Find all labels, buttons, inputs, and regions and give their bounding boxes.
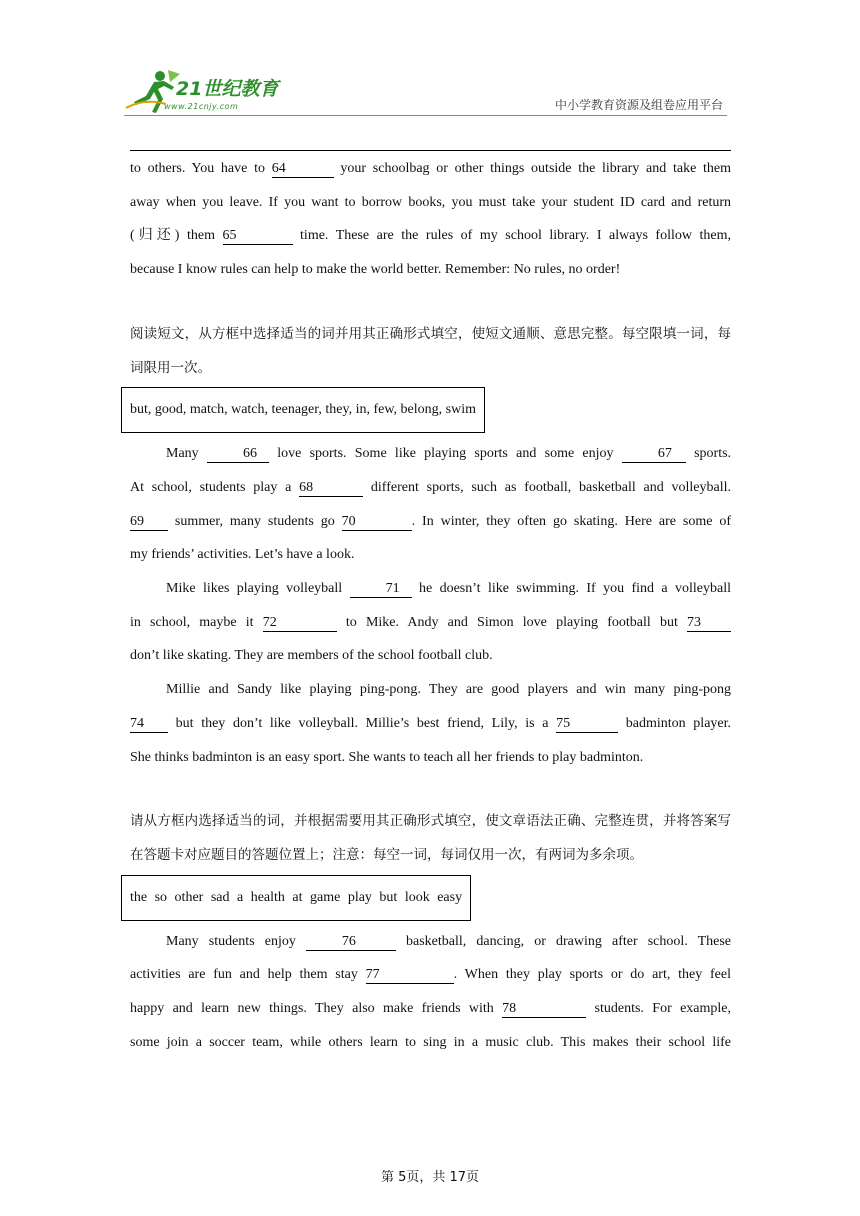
logo-text: 21世纪教育 xyxy=(176,78,279,100)
logo xyxy=(124,68,304,116)
blank-72: 72 xyxy=(263,615,337,632)
blank-65: 65 xyxy=(223,228,293,245)
section2-p1-line3: 69 summer, many students go 70 . In winter, they often go skating. Here are some of xyxy=(130,513,731,529)
blank-69: 69 xyxy=(130,514,168,531)
section2-p1-line2: At school, students play a 68 different sports, such as football, basketball and volleyball. xyxy=(130,479,732,495)
section3-p1-line1: Many students enjoy 76 basketball, dancing, or drawing after school. These xyxy=(166,933,732,949)
blank-76: 76 xyxy=(306,934,396,951)
section3-p1-line4: some join a soccer team, while others learn to sing in a music club. This makes their school life xyxy=(130,1034,731,1050)
section2-p2-line2: in school, maybe it 72 to Mike. Andy and Simon love playing football but 73 xyxy=(130,606,731,640)
platform-title: 中小学教育资源及组卷应用平台 xyxy=(554,98,723,112)
blank-70: 70 xyxy=(342,514,412,531)
blank-75: 75 xyxy=(556,716,618,733)
blank-73: 73 xyxy=(687,615,731,632)
section2-p3-line3: She thinks badminton is an easy sport. She wants to teach all her friends to play badminton. xyxy=(130,749,644,765)
page-footer: 第 5页，共 17页 xyxy=(380,1170,480,1185)
document-body xyxy=(130,152,731,1059)
section2-p2-line1: Mike likes playing volleyball 71 he doesn’t like swimming. If you find a volleyball xyxy=(166,581,732,597)
section3-p1-line3: happy and learn new things. They also make friends with 78 students. For example, xyxy=(130,1001,732,1017)
passage1-line4: because I know rules can help to make the world better. Remember: No rules, no order! xyxy=(130,262,621,278)
passage1-line2: away when you leave. If you want to borrow books, you must take your student ID card and return xyxy=(130,194,731,210)
section3-instruction: 请从方框内选择适当的词，并根据需要用其正确形式填空，使文章语法正确、完整连贯，并将答案写在答题卡对应题目的答题位置上；注意：每空一词，每词仅用一次，有两词为多余项。 xyxy=(130,813,731,863)
section2-p2-line3: don’t like skating. They are members of the school football club. xyxy=(130,648,493,664)
blank-77: 77 xyxy=(366,967,454,984)
header-divider xyxy=(124,115,727,116)
section2-p1-line4: my friends’ activities. Let’s have a look. xyxy=(130,547,355,563)
section3-p1-line2: activities are fun and help them stay 77 . When they play sports or do art, they feel xyxy=(130,967,731,983)
blank-68: 68 xyxy=(299,480,363,497)
section2-p1-line1: Many 66 love sports. Some like playing sports and some enjoy 67 sports. xyxy=(166,446,732,462)
section2-p3-line2: 74 but they don’t like volleyball. Millie’s best friend, Lily, is a 75 badminton player. xyxy=(130,715,732,731)
page-header xyxy=(0,0,860,150)
section2-instruction: 阅读短文，从方框中选择适当的词并用其正确形式填空，使短文通顺、意思完整。每空限填一词，每词限用一次。 xyxy=(130,325,731,376)
blank-74: 74 xyxy=(130,716,168,733)
passage1-line1: to others. You have to 64 your schoolbag or other things outside the library and take them xyxy=(130,161,731,176)
blank-78: 78 xyxy=(502,1001,586,1018)
section2-word-box: but, good, match, watch, teenager, they, in, few, belong, swim xyxy=(121,387,485,433)
logo-url: www.21cnjy.com xyxy=(164,102,239,111)
passage1-line3: (归还) them 65 time. These are the rules of my school library. I always follow them, xyxy=(130,228,732,244)
blank-66: 66 xyxy=(207,446,269,463)
blank-71: 71 xyxy=(350,581,412,598)
blank-67: 67 xyxy=(622,446,686,463)
top-rule xyxy=(130,150,731,151)
section2-p3-line1: Millie and Sandy like playing ping-pong. They are good players and win many ping-pong xyxy=(166,682,731,698)
section3-word-box: the so other sad a health at game play but look easy xyxy=(121,875,471,921)
blank-64: 64 xyxy=(272,161,334,178)
